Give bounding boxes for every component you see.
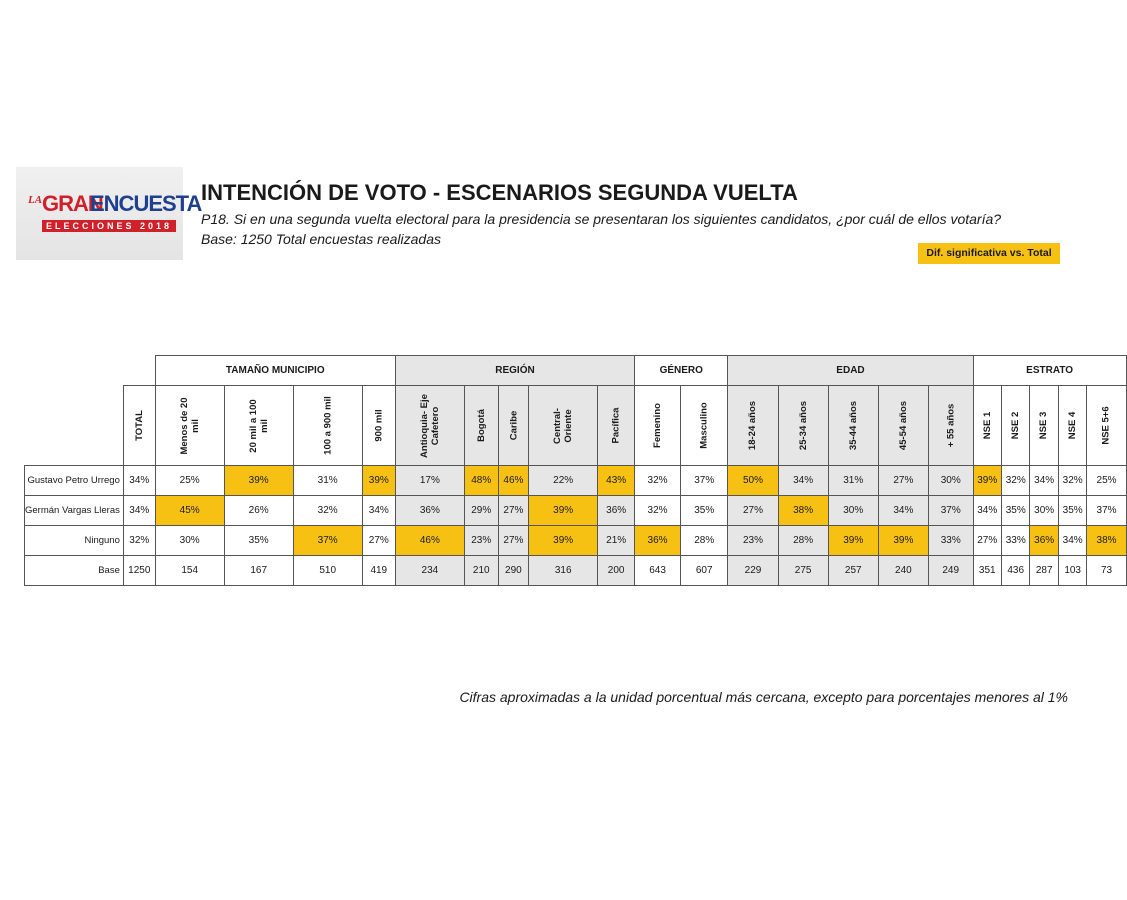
significant-cell: 43% (598, 466, 635, 496)
table-cell: 35% (680, 496, 727, 526)
column-header (224, 386, 293, 466)
table-cell: 73 (1087, 556, 1126, 586)
logo-subtitle: ELECCIONES 2018 (42, 220, 176, 232)
significance-legend: Dif. significativa vs. Total (918, 243, 1060, 264)
column-header (1087, 386, 1126, 466)
table-cell: 37% (680, 466, 727, 496)
table-cell: 34% (123, 496, 155, 526)
table-cell: 30% (155, 526, 224, 556)
significant-cell: 36% (635, 526, 681, 556)
footnote: Cifras aproximadas a la unidad porcentual más cercana, excepto para porcentajes menores al 1% (459, 689, 1068, 705)
table-cell: 316 (529, 556, 598, 586)
column-header-row (25, 386, 1127, 466)
table-cell: 30% (1030, 496, 1058, 526)
column-header-label: Central-Oriente (552, 407, 575, 444)
column-header-label: Pacífica (610, 407, 622, 444)
table-cell: 21% (598, 526, 635, 556)
table-row (25, 556, 1127, 586)
table-cell: 234 (395, 556, 464, 586)
table-cell: 29% (464, 496, 498, 526)
column-header-label: Masculino (698, 402, 710, 449)
table-cell: 27% (878, 466, 928, 496)
table-cell: 37% (928, 496, 973, 526)
table-cell: 200 (598, 556, 635, 586)
column-header (1001, 386, 1029, 466)
group-header-row (25, 356, 1127, 386)
table-cell: 27% (498, 526, 529, 556)
column-header-label: NSE 1 (981, 411, 993, 440)
column-header-label: Femenino (652, 403, 664, 448)
column-header-label: 900 mil (373, 409, 385, 442)
logo-gran: GRAN (42, 191, 103, 216)
column-header (293, 386, 362, 466)
significant-cell: 39% (529, 496, 598, 526)
column-header (928, 386, 973, 466)
table-cell: 32% (1001, 466, 1029, 496)
table-cell: 30% (828, 496, 878, 526)
column-header (1030, 386, 1058, 466)
table-cell: 23% (464, 526, 498, 556)
group-header: REGIÓN (395, 356, 634, 386)
table-cell: 510 (293, 556, 362, 586)
results-table (24, 355, 1127, 586)
column-header-label: Bogotá (475, 409, 487, 442)
table-cell: 35% (224, 526, 293, 556)
significant-cell: 39% (224, 466, 293, 496)
table-cell: 34% (123, 466, 155, 496)
column-header-label: NSE 3 (1038, 411, 1050, 440)
table-cell: 32% (635, 496, 681, 526)
table-cell: 351 (973, 556, 1001, 586)
table-cell: 26% (224, 496, 293, 526)
column-header-label: NSE 4 (1067, 411, 1079, 440)
column-header (778, 386, 828, 466)
row-label: Base (25, 556, 124, 586)
base-note: Base: 1250 Total encuestas realizadas (201, 231, 441, 247)
column-header (680, 386, 727, 466)
column-header (635, 386, 681, 466)
column-header-label: Menos de 20 mil (178, 396, 201, 455)
column-header (464, 386, 498, 466)
significant-cell: 39% (878, 526, 928, 556)
table-cell: 35% (1058, 496, 1086, 526)
table-cell: 290 (498, 556, 529, 586)
table-cell: 103 (1058, 556, 1086, 586)
table-cell: 34% (1058, 526, 1086, 556)
row-label: Germán Vargas Lleras (25, 496, 124, 526)
significant-cell: 46% (395, 526, 464, 556)
logo-encuesta: ENCUESTA (90, 191, 202, 216)
group-header: ESTRATO (973, 356, 1126, 386)
blank-cell (123, 356, 155, 386)
significant-cell: 39% (362, 466, 395, 496)
table-cell: 33% (1001, 526, 1029, 556)
gran-encuesta-logo (16, 167, 202, 260)
table-cell: 32% (1058, 466, 1086, 496)
column-header (828, 386, 878, 466)
significant-cell: 37% (293, 526, 362, 556)
table-cell: 22% (529, 466, 598, 496)
table-row (25, 466, 1127, 496)
significant-cell: 50% (728, 466, 778, 496)
table-cell: 249 (928, 556, 973, 586)
column-header (498, 386, 529, 466)
table-cell: 33% (928, 526, 973, 556)
row-label: Ninguno (25, 526, 124, 556)
column-header (973, 386, 1001, 466)
table-cell: 436 (1001, 556, 1029, 586)
significant-cell: 38% (1087, 526, 1126, 556)
table-cell: 1250 (123, 556, 155, 586)
column-header-label: NSE 2 (1010, 411, 1022, 440)
column-header (123, 386, 155, 466)
column-header-label: TOTAL (133, 410, 145, 441)
table-cell: 30% (928, 466, 973, 496)
table-cell: 31% (828, 466, 878, 496)
table-cell: 27% (498, 496, 529, 526)
group-header: GÉNERO (635, 356, 728, 386)
table-cell: 36% (395, 496, 464, 526)
blank-cell (25, 356, 124, 386)
table-cell: 34% (778, 466, 828, 496)
table-cell: 37% (1087, 496, 1126, 526)
question-text: P18. Si en una segunda vuelta electoral para la presidencia se presentaran los siguientes candidatos, ¿por cuál de ellos votaría? (201, 211, 1002, 227)
table-cell: 31% (293, 466, 362, 496)
column-header-label: 45-54 años (897, 400, 909, 451)
table-cell: 287 (1030, 556, 1058, 586)
group-header: TAMAÑO MUNICIPIO (155, 356, 395, 386)
significant-cell: 46% (498, 466, 529, 496)
column-header-label: Caribe (507, 410, 519, 441)
column-header-label: 25-34 años (797, 400, 809, 451)
table-row (25, 496, 1127, 526)
row-label: Gustavo Petro Urrego (25, 466, 124, 496)
blank-cell (25, 386, 124, 466)
group-header: EDAD (728, 356, 973, 386)
logo-la: LA (28, 194, 43, 206)
column-header-label: NSE 5+6 (1101, 406, 1113, 445)
table-cell: 643 (635, 556, 681, 586)
table-cell: 27% (728, 496, 778, 526)
table-cell: 34% (1030, 466, 1058, 496)
column-header (598, 386, 635, 466)
table-cell: 25% (1087, 466, 1126, 496)
significant-cell: 39% (828, 526, 878, 556)
table-cell: 167 (224, 556, 293, 586)
table-cell: 419 (362, 556, 395, 586)
table-cell: 257 (828, 556, 878, 586)
table-cell: 23% (728, 526, 778, 556)
significant-cell: 45% (155, 496, 224, 526)
column-header (155, 386, 224, 466)
column-header-label: Antioquia- Eje Cafetero (418, 393, 441, 458)
column-header (529, 386, 598, 466)
table-cell: 32% (123, 526, 155, 556)
table-cell: 32% (635, 466, 681, 496)
column-header-label: + 55 años (945, 403, 957, 448)
significant-cell: 38% (778, 496, 828, 526)
table-cell: 27% (362, 526, 395, 556)
significant-cell: 39% (973, 466, 1001, 496)
significant-cell: 36% (1030, 526, 1058, 556)
column-header (395, 386, 464, 466)
significant-cell: 48% (464, 466, 498, 496)
significant-cell: 39% (529, 526, 598, 556)
column-header (878, 386, 928, 466)
table-cell: 28% (680, 526, 727, 556)
table-row (25, 526, 1127, 556)
column-header (1058, 386, 1086, 466)
table-cell: 240 (878, 556, 928, 586)
table-cell: 154 (155, 556, 224, 586)
table-cell: 275 (778, 556, 828, 586)
table-cell: 32% (293, 496, 362, 526)
table-cell: 34% (878, 496, 928, 526)
table-cell: 25% (155, 466, 224, 496)
table-cell: 35% (1001, 496, 1029, 526)
table-cell: 210 (464, 556, 498, 586)
column-header (362, 386, 395, 466)
table-cell: 34% (362, 496, 395, 526)
table-cell: 17% (395, 466, 464, 496)
column-header (728, 386, 778, 466)
column-header-label: 20 mil a 100 mil (247, 398, 270, 453)
table-cell: 28% (778, 526, 828, 556)
column-header-label: 35-44 años (847, 400, 859, 451)
table-cell: 27% (973, 526, 1001, 556)
column-header-label: 18-24 años (747, 400, 759, 451)
page-title: INTENCIÓN DE VOTO - ESCENARIOS SEGUNDA VUELTA (201, 180, 798, 205)
table-cell: 607 (680, 556, 727, 586)
column-header-label: 100 a 900 mil (322, 396, 334, 455)
table-cell: 36% (598, 496, 635, 526)
table-cell: 34% (973, 496, 1001, 526)
table-cell: 229 (728, 556, 778, 586)
